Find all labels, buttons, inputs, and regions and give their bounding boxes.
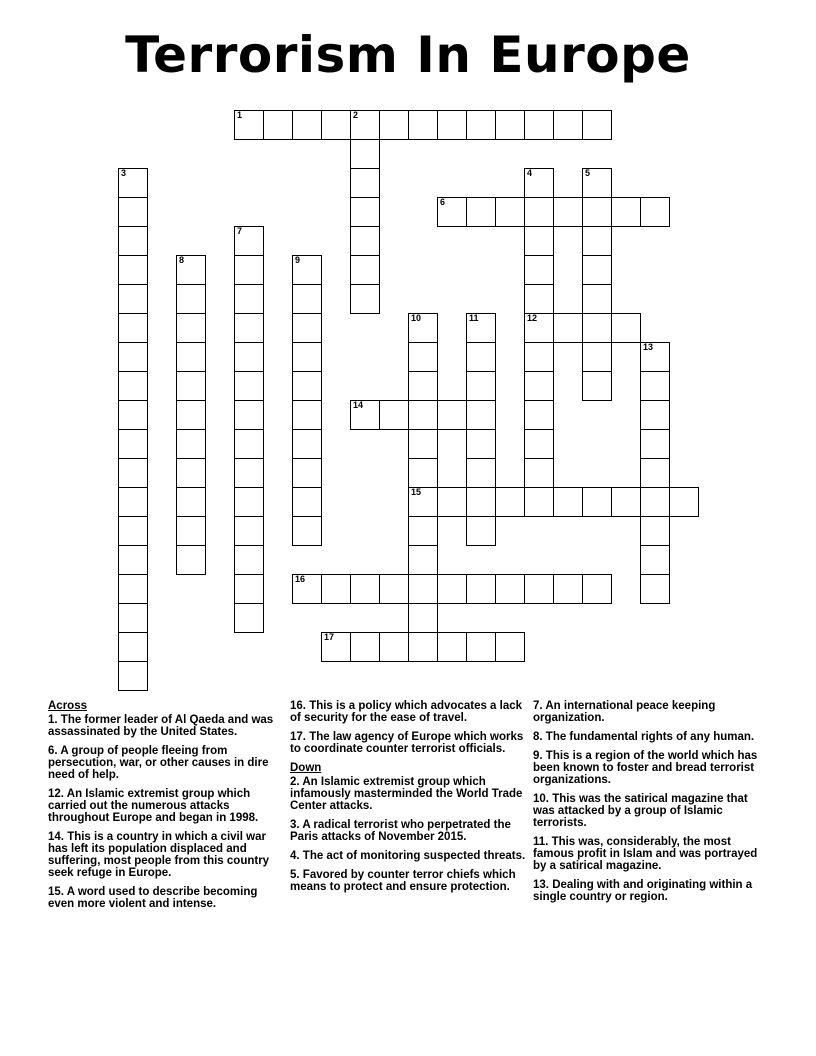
grid-cell[interactable] <box>611 197 641 227</box>
clue-item-text: An Islamic extremist group which carried out the numerous attacks throughout Europe and began in 1998. <box>48 788 259 824</box>
clue-item <box>290 819 526 843</box>
clue-item-number: 9. <box>533 750 546 762</box>
clue-item-text: The law agency of Europe which works to coordinate counter terrorist officials. <box>290 731 524 755</box>
grid-cell[interactable] <box>321 110 351 140</box>
clue-column-1 <box>48 700 278 917</box>
grid-cell[interactable] <box>466 342 496 372</box>
clue-item-text: A radical terrorist who perpetrated the Paris attacks of November 2015. <box>290 819 511 843</box>
grid-cell[interactable] <box>350 632 380 662</box>
grid-cell[interactable] <box>118 284 148 314</box>
grid-cell[interactable] <box>524 284 554 314</box>
grid-cell[interactable] <box>524 400 554 430</box>
grid-cell[interactable] <box>408 458 438 488</box>
clue-number: 16 <box>295 574 306 584</box>
grid-cell[interactable] <box>292 255 322 285</box>
grid-cell[interactable] <box>640 429 670 459</box>
clue-number: 17 <box>324 632 335 642</box>
clue-item-number: 2. <box>290 776 303 788</box>
clue-section-heading: Across <box>48 700 87 712</box>
grid-cell[interactable] <box>640 371 670 401</box>
clue-item <box>533 879 769 903</box>
grid-cell[interactable] <box>176 284 206 314</box>
grid-cell[interactable] <box>292 516 322 546</box>
grid-cell[interactable] <box>437 632 467 662</box>
clue-item <box>290 850 526 862</box>
grid-cell[interactable] <box>176 313 206 343</box>
grid-cell[interactable] <box>466 516 496 546</box>
grid-cell[interactable] <box>350 197 380 227</box>
grid-cell[interactable] <box>234 255 264 285</box>
grid-cell[interactable] <box>582 574 612 604</box>
clue-item-number: 17. <box>290 731 310 743</box>
grid-cell[interactable] <box>176 545 206 575</box>
clue-item <box>48 745 278 781</box>
clue-item-text: A word used to describe becoming even more violent and intense. <box>48 886 258 910</box>
grid-cell[interactable] <box>292 458 322 488</box>
grid-cell[interactable] <box>495 197 525 227</box>
clue-item-number: 8. <box>533 731 546 743</box>
clue-item-number: 10. <box>533 793 553 805</box>
grid-cell[interactable] <box>176 255 206 285</box>
grid-cell[interactable] <box>234 284 264 314</box>
grid-cell[interactable] <box>437 110 467 140</box>
grid-cell[interactable] <box>176 516 206 546</box>
grid-cell[interactable] <box>234 574 264 604</box>
grid-cell[interactable] <box>524 110 554 140</box>
grid-cell[interactable] <box>321 574 351 604</box>
grid-cell[interactable] <box>466 371 496 401</box>
grid-cell[interactable] <box>466 429 496 459</box>
clue-number: 4 <box>527 168 533 178</box>
grid-cell[interactable] <box>582 487 612 517</box>
grid-cell[interactable] <box>437 197 467 227</box>
grid-cell[interactable] <box>234 458 264 488</box>
grid-cell[interactable] <box>466 487 496 517</box>
grid-cell[interactable] <box>234 313 264 343</box>
grid-cell[interactable] <box>234 516 264 546</box>
grid-cell[interactable] <box>408 603 438 633</box>
clue-item <box>533 750 769 786</box>
grid-cell[interactable] <box>669 487 699 517</box>
clue-item <box>48 788 278 824</box>
grid-cell[interactable] <box>466 458 496 488</box>
puzzle-title: Terrorism In Europe <box>125 26 691 84</box>
grid-cell[interactable] <box>640 458 670 488</box>
grid-cell[interactable] <box>611 313 641 343</box>
grid-cell[interactable] <box>582 342 612 372</box>
grid-cell[interactable] <box>408 632 438 662</box>
clue-item-text: This was the satirical magazine that was attacked by a group of Islamic terrorists. <box>533 793 748 829</box>
grid-cell[interactable] <box>640 197 670 227</box>
clue-number: 2 <box>353 110 359 120</box>
clue-item-text: An international peace keeping organization. <box>533 700 716 724</box>
clue-item <box>533 836 769 872</box>
clue-item-number: 7. <box>533 700 546 712</box>
clue-column-2 <box>290 700 526 900</box>
clue-number: 3 <box>121 168 127 178</box>
grid-cell[interactable] <box>437 574 467 604</box>
grid-cell[interactable] <box>350 139 380 169</box>
grid-cell[interactable] <box>292 487 322 517</box>
clue-item <box>533 731 769 743</box>
clue-item-text: This was, considerably, the most famous profit in Islam and was portrayed by a satirical magazine. <box>533 836 758 872</box>
grid-cell[interactable] <box>466 574 496 604</box>
clue-item-text: An Islamic extremist group which infamously masterminded the World Trade Center attacks. <box>290 776 523 812</box>
grid-cell[interactable] <box>292 342 322 372</box>
clue-item-number: 12. <box>48 788 67 800</box>
clue-item-number: 16. <box>290 700 310 712</box>
grid-cell[interactable] <box>234 226 264 256</box>
grid-cell[interactable] <box>524 226 554 256</box>
grid-cell[interactable] <box>408 400 438 430</box>
grid-cell[interactable] <box>437 487 467 517</box>
grid-cell[interactable] <box>234 400 264 430</box>
grid-cell[interactable] <box>118 487 148 517</box>
grid-cell[interactable] <box>292 313 322 343</box>
clue-item-text: This is a region of the world which has been known to foster and bread terrorist organizations. <box>533 750 758 786</box>
grid-cell[interactable] <box>524 487 554 517</box>
clue-column-3 <box>533 700 769 910</box>
clue-item-text: The former leader of Al Qaeda and was assassinated by the United States. <box>48 714 274 738</box>
grid-cell[interactable] <box>582 110 612 140</box>
clue-item-number: 14. <box>48 831 68 843</box>
grid-cell[interactable] <box>582 197 612 227</box>
grid-cell[interactable] <box>176 429 206 459</box>
grid-cell[interactable] <box>118 458 148 488</box>
clue-item-number: 15. <box>48 886 67 898</box>
grid-cell[interactable] <box>640 342 670 372</box>
clue-item-number: 1. <box>48 714 61 726</box>
clue-number: 8 <box>179 255 185 265</box>
grid-cell[interactable] <box>118 661 148 691</box>
grid-cell[interactable] <box>292 400 322 430</box>
grid-cell[interactable] <box>524 371 554 401</box>
clue-item <box>48 714 278 738</box>
grid-cell[interactable] <box>176 487 206 517</box>
grid-cell[interactable] <box>640 516 670 546</box>
clue-number: 14 <box>353 400 364 410</box>
grid-cell[interactable] <box>118 168 148 198</box>
grid-cell[interactable] <box>176 400 206 430</box>
clue-number: 12 <box>527 313 538 323</box>
clue-item <box>290 776 526 812</box>
grid-cell[interactable] <box>350 284 380 314</box>
grid-cell[interactable] <box>234 487 264 517</box>
grid-cell[interactable] <box>118 255 148 285</box>
grid-cell[interactable] <box>495 574 525 604</box>
grid-cell[interactable] <box>640 545 670 575</box>
grid-cell[interactable] <box>408 313 438 343</box>
clue-item <box>290 700 526 724</box>
clue-item-text: This is a country in which a civil war has left its population displaced and suffering, most people from this country seek refuge in Europe. <box>48 831 270 879</box>
clue-item-text: Favored by counter terror chiefs which means to protect and ensure protection. <box>290 869 516 893</box>
clue-number: 5 <box>585 168 591 178</box>
clue-number: 9 <box>295 255 301 265</box>
grid-cell[interactable] <box>553 313 583 343</box>
grid-cell[interactable] <box>408 574 438 604</box>
clue-item <box>533 793 769 829</box>
grid-cell[interactable] <box>176 342 206 372</box>
grid-cell[interactable] <box>118 400 148 430</box>
grid-cell[interactable] <box>118 313 148 343</box>
grid-cell[interactable] <box>350 255 380 285</box>
grid-cell[interactable] <box>582 371 612 401</box>
grid-cell[interactable] <box>408 516 438 546</box>
grid-cell[interactable] <box>118 342 148 372</box>
clue-item-text: The act of monitoring suspected threats. <box>302 850 526 862</box>
clue-item-number: 13. <box>533 879 553 891</box>
grid-cell[interactable] <box>466 197 496 227</box>
grid-cell[interactable] <box>350 400 380 430</box>
grid-cell[interactable] <box>379 574 409 604</box>
grid-cell[interactable] <box>234 545 264 575</box>
grid-cell[interactable] <box>640 487 670 517</box>
grid-cell[interactable] <box>118 516 148 546</box>
clue-number: 7 <box>237 226 243 236</box>
grid-cell[interactable] <box>408 545 438 575</box>
grid-cell[interactable] <box>553 110 583 140</box>
grid-cell[interactable] <box>553 487 583 517</box>
grid-cell[interactable] <box>292 371 322 401</box>
grid-cell[interactable] <box>437 400 467 430</box>
grid-cell[interactable] <box>118 545 148 575</box>
grid-cell[interactable] <box>292 110 322 140</box>
grid-cell[interactable] <box>234 110 264 140</box>
clue-section-heading: Down <box>290 762 322 774</box>
grid-cell[interactable] <box>553 574 583 604</box>
grid-cell[interactable] <box>234 371 264 401</box>
grid-cell[interactable] <box>350 226 380 256</box>
grid-cell[interactable] <box>176 371 206 401</box>
clue-item <box>533 700 769 724</box>
clue-item-number: 3. <box>290 819 303 831</box>
clue-number: 11 <box>469 313 479 323</box>
clue-item-number: 11. <box>533 836 552 848</box>
grid-cell[interactable] <box>582 168 612 198</box>
grid-cell[interactable] <box>466 400 496 430</box>
grid-cell[interactable] <box>118 429 148 459</box>
grid-cell[interactable] <box>263 110 293 140</box>
grid-cell[interactable] <box>379 632 409 662</box>
grid-cell[interactable] <box>118 603 148 633</box>
clue-item-text: A group of people fleeing from persecution, war, or other causes in dire need of help. <box>48 745 269 781</box>
grid-cell[interactable] <box>234 603 264 633</box>
clue-item-text: The fundamental rights of any human. <box>545 731 755 743</box>
grid-cell[interactable] <box>524 342 554 372</box>
grid-cell[interactable] <box>466 110 496 140</box>
grid-cell[interactable] <box>234 342 264 372</box>
clue-item <box>290 731 526 755</box>
grid-cell[interactable] <box>524 313 554 343</box>
grid-cell[interactable] <box>524 429 554 459</box>
grid-cell[interactable] <box>408 110 438 140</box>
clue-number: 10 <box>411 313 422 323</box>
grid-cell[interactable] <box>408 342 438 372</box>
grid-cell[interactable] <box>611 487 641 517</box>
grid-cell[interactable] <box>524 574 554 604</box>
grid-cell[interactable] <box>350 574 380 604</box>
grid-cell[interactable] <box>524 168 554 198</box>
grid-cell[interactable] <box>176 458 206 488</box>
grid-cell[interactable] <box>466 632 496 662</box>
grid-cell[interactable] <box>553 197 583 227</box>
clue-number: 15 <box>411 487 422 497</box>
grid-cell[interactable] <box>292 429 322 459</box>
grid-cell[interactable] <box>524 458 554 488</box>
grid-cell[interactable] <box>118 226 148 256</box>
clue-item-number: 5. <box>290 869 303 881</box>
clue-item <box>48 831 278 879</box>
grid-cell[interactable] <box>582 313 612 343</box>
grid-cell[interactable] <box>582 226 612 256</box>
grid-cell[interactable] <box>495 110 525 140</box>
grid-cell[interactable] <box>118 574 148 604</box>
grid-cell[interactable] <box>495 632 525 662</box>
clue-item <box>290 869 526 893</box>
grid-cell[interactable] <box>524 197 554 227</box>
clue-number: 13 <box>643 342 654 352</box>
grid-cell[interactable] <box>118 197 148 227</box>
grid-cell[interactable] <box>408 429 438 459</box>
grid-cell[interactable] <box>292 574 322 604</box>
grid-cell[interactable] <box>350 168 380 198</box>
grid-cell[interactable] <box>292 284 322 314</box>
grid-cell[interactable] <box>640 400 670 430</box>
grid-cell[interactable] <box>466 313 496 343</box>
grid-cell[interactable] <box>118 371 148 401</box>
grid-cell[interactable] <box>524 255 554 285</box>
grid-cell[interactable] <box>321 632 351 662</box>
grid-cell[interactable] <box>379 110 409 140</box>
grid-cell[interactable] <box>582 284 612 314</box>
grid-cell[interactable] <box>350 110 380 140</box>
clue-item-text: Dealing with and originating within a single country or region. <box>533 879 753 903</box>
grid-cell[interactable] <box>640 574 670 604</box>
grid-cell[interactable] <box>582 255 612 285</box>
clue-number: 1 <box>237 110 243 120</box>
clue-item-number: 4. <box>290 850 303 862</box>
grid-cell[interactable] <box>379 400 409 430</box>
grid-cell[interactable] <box>118 632 148 662</box>
clue-number: 6 <box>440 197 446 207</box>
clue-item-number: 6. <box>48 745 61 757</box>
grid-cell[interactable] <box>234 429 264 459</box>
grid-cell[interactable] <box>495 487 525 517</box>
clue-item <box>48 886 278 910</box>
grid-cell[interactable] <box>408 487 438 517</box>
grid-cell[interactable] <box>408 371 438 401</box>
clue-item-text: This is a policy which advocates a lack of security for the ease of travel. <box>290 700 523 724</box>
